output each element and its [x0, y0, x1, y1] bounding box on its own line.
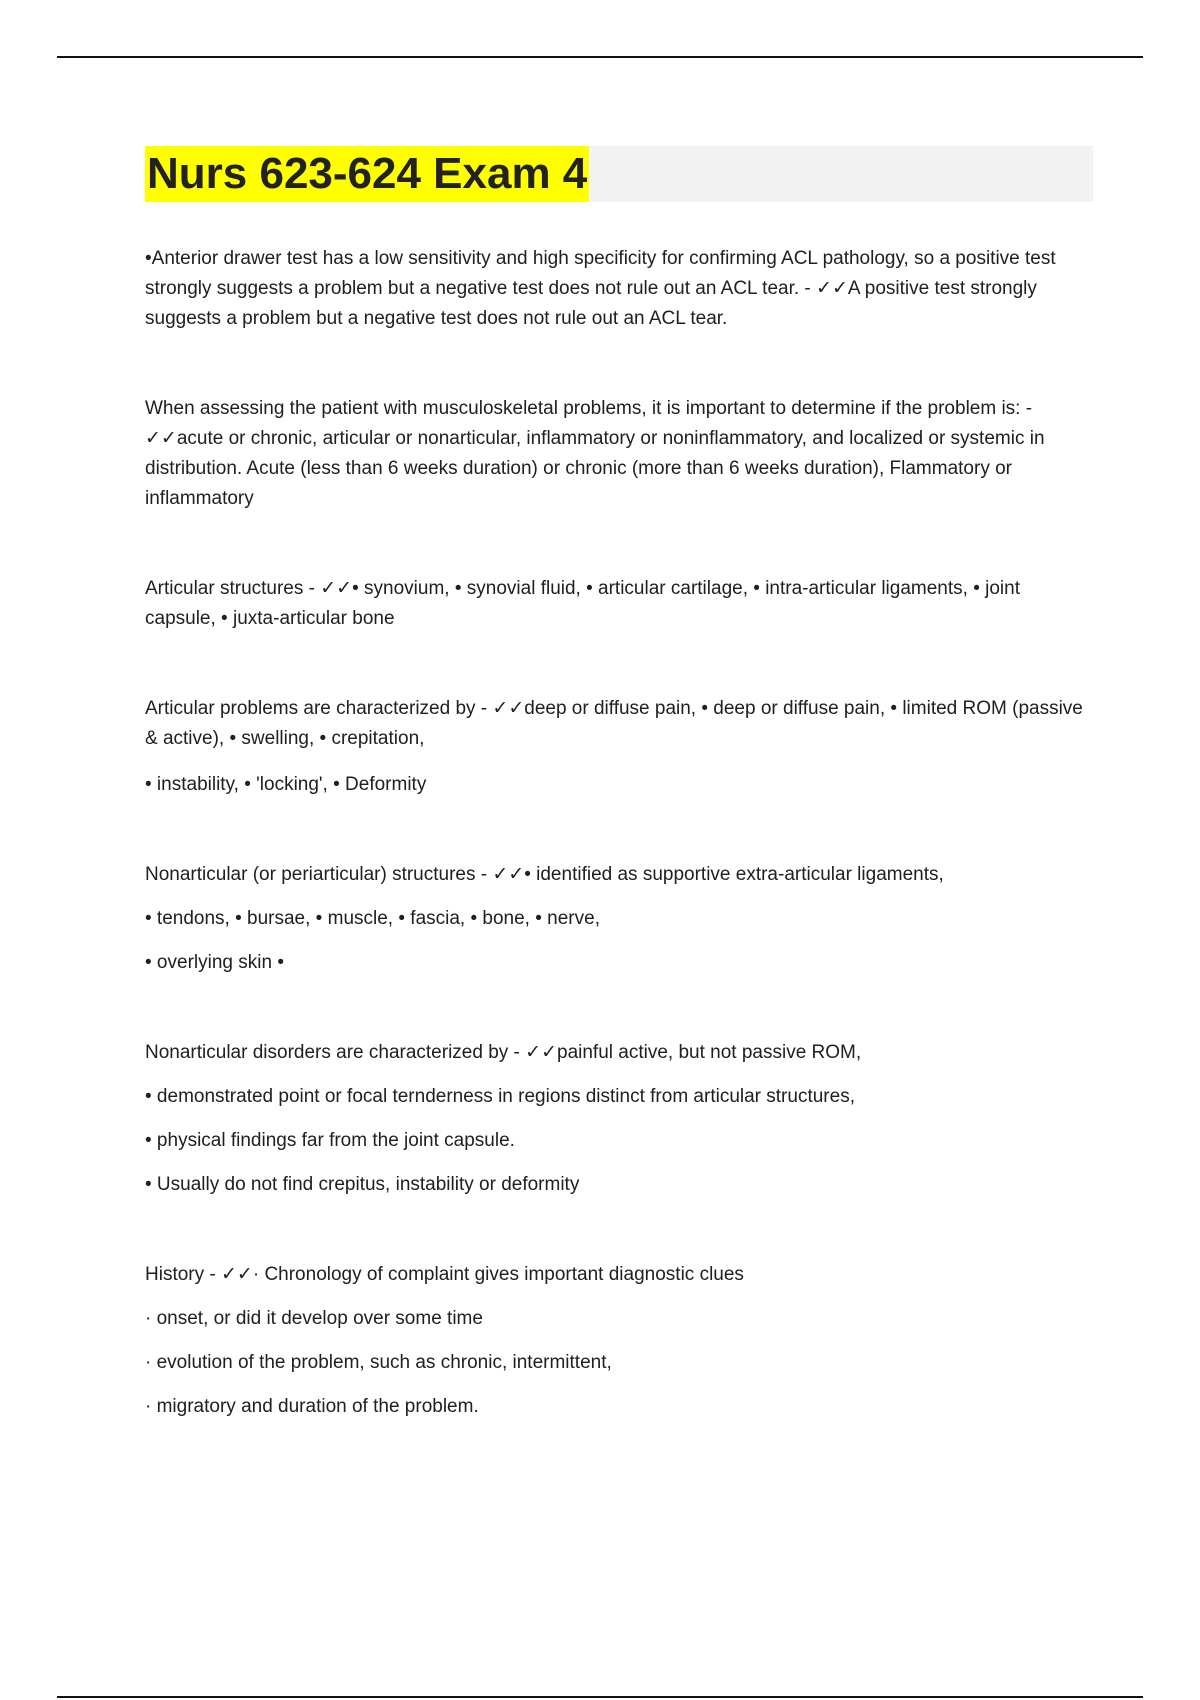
qa-entry-articular-problems: [145, 694, 1095, 800]
entry-text: • overlying skin •: [145, 952, 284, 973]
qa-entry-anterior-drawer: [145, 244, 1095, 334]
entry-text: · evolution of the problem, such as chronic, intermittent,: [145, 1352, 612, 1373]
qa-entry-assessing-patient: [145, 394, 1095, 514]
entry-text: · onset, or did it develop over some time: [145, 1308, 483, 1329]
entry-text: •Anterior drawer test has a low sensitivity and high specificity for confirming ACL pathology, so a positive test strongly suggests a problem but a negative test does not rule out an ACL tear. - ✓✓A positive test strongly suggests a problem but a negative test does not rule out an ACL tear.: [145, 248, 1056, 329]
entry-text: Nonarticular disorders are characterized by - ✓✓painful active, but not passive ROM,: [145, 1042, 862, 1063]
entry-text: • physical findings far from the joint capsule.: [145, 1130, 515, 1151]
entry-text: • Usually do not find crepitus, instability or deformity: [145, 1174, 580, 1195]
entry-text: • instability, • 'locking', • Deformity: [145, 774, 427, 795]
entry-text: History - ✓✓· Chronology of complaint gives important diagnostic clues: [145, 1264, 744, 1285]
top-rule: [57, 56, 1143, 58]
entry-text: Articular problems are characterized by - ✓✓deep or diffuse pain, • deep or diffuse pain, • limited ROM (passive & active), • swelling, • crepitation,: [145, 698, 1083, 749]
document-title: Nurs 623-624 Exam 4: [145, 146, 589, 202]
document-body: [145, 244, 1095, 1482]
entry-text: Articular structures - ✓✓• synovium, • synovial fluid, • articular cartilage, • intra-articular ligaments, • joint capsule, • juxta-articular bone: [145, 578, 1020, 629]
entry-text: · migratory and duration of the problem.: [145, 1396, 479, 1417]
qa-entry-nonarticular-disorders: [145, 1038, 1095, 1200]
qa-entry-articular-structures: [145, 574, 1095, 634]
entry-text: When assessing the patient with musculoskeletal problems, it is important to determine if the problem is: - ✓✓acute or chronic, articular or nonarticular, inflammatory or noninflammatory, and localized or systemic in distribution. Acute (less than 6 weeks duration) or chronic (more than 6 weeks duration), Flammatory or inflammatory: [145, 398, 1045, 509]
qa-entry-nonarticular-structures: [145, 860, 1095, 978]
entry-text: • demonstrated point or focal ternderness in regions distinct from articular structures,: [145, 1086, 855, 1107]
qa-entry-history: [145, 1260, 1095, 1422]
entry-text: Nonarticular (or periarticular) structures - ✓✓• identified as supportive extra-articular ligaments,: [145, 864, 944, 885]
entry-text: • tendons, • bursae, • muscle, • fascia, • bone, • nerve,: [145, 908, 600, 929]
bottom-rule: [57, 1696, 1143, 1698]
